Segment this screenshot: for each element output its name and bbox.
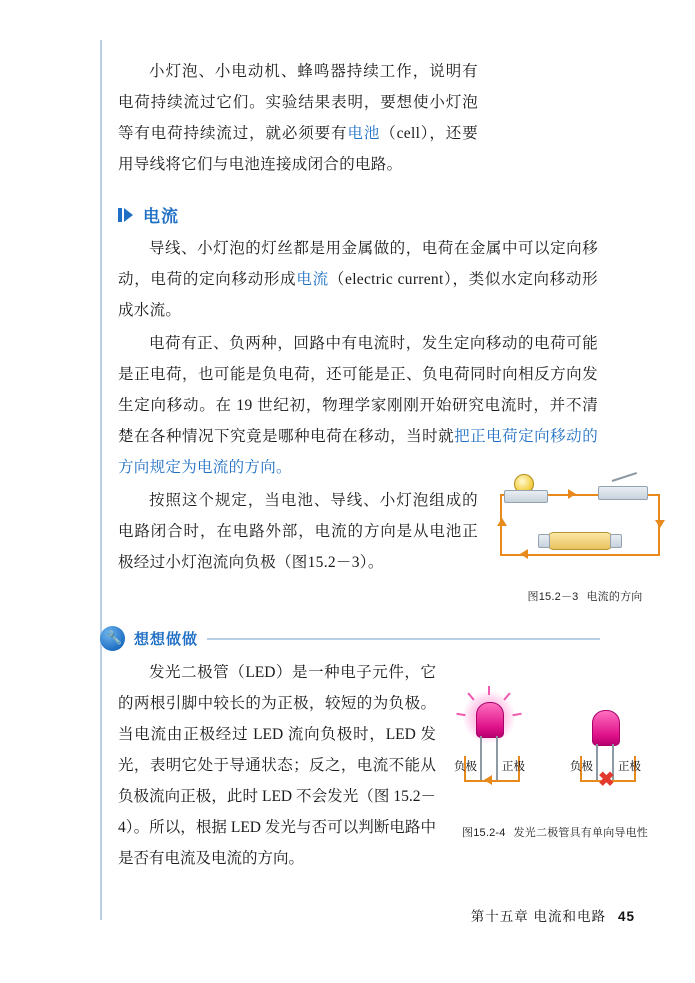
figure-15-2-3-artwork xyxy=(490,472,676,582)
current-arrow-right xyxy=(655,520,665,528)
paragraph-1-tail: （cell），还要用导线将它们与电池连接成闭合的电路。 xyxy=(118,125,478,173)
led-lit-label-positive: 正极 xyxy=(502,761,525,773)
activity-left-rule xyxy=(100,657,102,874)
figure-15-2-4-caption-text: 发光二极管具有单向导电性 xyxy=(513,827,648,839)
paragraph-2-text: 导线、小灯泡的灯丝都是用金属做的，电荷在金属中可以定向移动，电荷的定向移动形成 xyxy=(118,240,598,288)
current-arrow-left xyxy=(497,518,507,526)
activity-text: 发光二极管（LED）是一种电子元件，它的两根引脚中较长的为正极，较短的为负极。当电流由正极经过 LED 流向负极时，LED 发光，表明它处于导通状态；反之，电流不能从负极流向正极，此时 LED 不会发光（图 15.2－4）。所以，根据 LED 发光与否可以判断电路中是否有电流及电流的方向。 xyxy=(118,664,436,867)
led-unlit-label-positive: 正极 xyxy=(618,761,641,773)
activity-rule xyxy=(207,638,600,640)
section-marker-icon xyxy=(118,207,134,223)
figure-15-2-3-caption-text: 电流的方向 xyxy=(586,591,643,603)
led-lit-label-negative: 负极 xyxy=(454,761,477,773)
figure-15-2-4-number: 图15.2-4 xyxy=(462,827,506,839)
section-heading xyxy=(118,202,598,227)
battery-terminal-left xyxy=(538,534,550,548)
led-lit-current-arrow xyxy=(484,775,492,785)
paragraph-2 xyxy=(118,233,598,326)
current-arrow-bottom xyxy=(520,549,528,559)
battery-device xyxy=(546,532,614,550)
figure-15-2-4 xyxy=(440,686,670,840)
figure-15-2-3-caption xyxy=(490,588,680,604)
figure-15-2-3 xyxy=(490,472,680,604)
paragraph-2-tail: （electric current），类似水定向移动形成水流。 xyxy=(118,271,598,319)
footer-page-number: 45 xyxy=(617,909,635,924)
figure-15-2-4-caption xyxy=(440,824,670,840)
section-title: 电流 xyxy=(143,207,179,226)
led-unlit xyxy=(592,710,620,746)
activity-header xyxy=(100,626,600,651)
current-arrow-top xyxy=(568,489,576,499)
paragraph-4 xyxy=(118,485,478,578)
paragraph-3-text: 电荷有正、负两种，回路中有电流时，发生定向移动的电荷可能是正电荷，也可能是负电荷，还可能是正、负电荷同时向相反方向发生定向移动。在 19 世纪初，物理学家刚刚开始研究电流时，并不清楚在各种情况下究竟是哪种电荷在移动，当时就 xyxy=(118,335,598,445)
led-lit-wire-bottom xyxy=(464,780,520,782)
led-ray-5 xyxy=(512,713,521,717)
paragraph-1-text: 小灯泡、小电动机、蜂鸣器持续工作，说明有电荷持续流过它们。实验结果表明，要想使小灯泡等有电荷持续流过，就必须要有 xyxy=(118,63,478,142)
lamp-base xyxy=(504,490,548,503)
switch-lever xyxy=(612,472,637,482)
paragraph-3 xyxy=(118,328,598,483)
paragraph-4-text: 按照这个规定，当电池、导线、小灯泡组成的电路闭合时，在电路外部，电流的方向是从电池正极经过小灯泡流向负极（图15.2－3）。 xyxy=(118,492,478,571)
keyword-current-direction: 把正电荷定向移动的方向规定为电流的方向。 xyxy=(118,428,598,476)
battery-terminal-right xyxy=(610,534,622,548)
paragraph-1 xyxy=(118,56,478,180)
activity-text-column xyxy=(118,657,436,874)
activity-title: 想想做做 xyxy=(134,631,199,648)
switch-device xyxy=(598,486,648,500)
led-lit xyxy=(476,702,504,738)
blocked-current-x-icon: ✖ xyxy=(598,769,615,791)
figure-15-2-4-artwork xyxy=(440,686,668,818)
led-ray-4 xyxy=(456,713,465,717)
keyword-current: 电流 xyxy=(296,271,329,288)
led-unlit-label-negative: 负极 xyxy=(570,761,593,773)
wrench-icon: 🔧 xyxy=(100,626,125,651)
led-lit-legs xyxy=(480,736,498,780)
keyword-cell: 电池 xyxy=(347,125,381,142)
page-footer xyxy=(0,905,695,925)
led-ray-1 xyxy=(488,686,490,695)
figure-15-2-3-number: 图15.2－3 xyxy=(527,591,579,603)
footer-chapter: 第十五章 电流和电路 xyxy=(470,909,606,924)
